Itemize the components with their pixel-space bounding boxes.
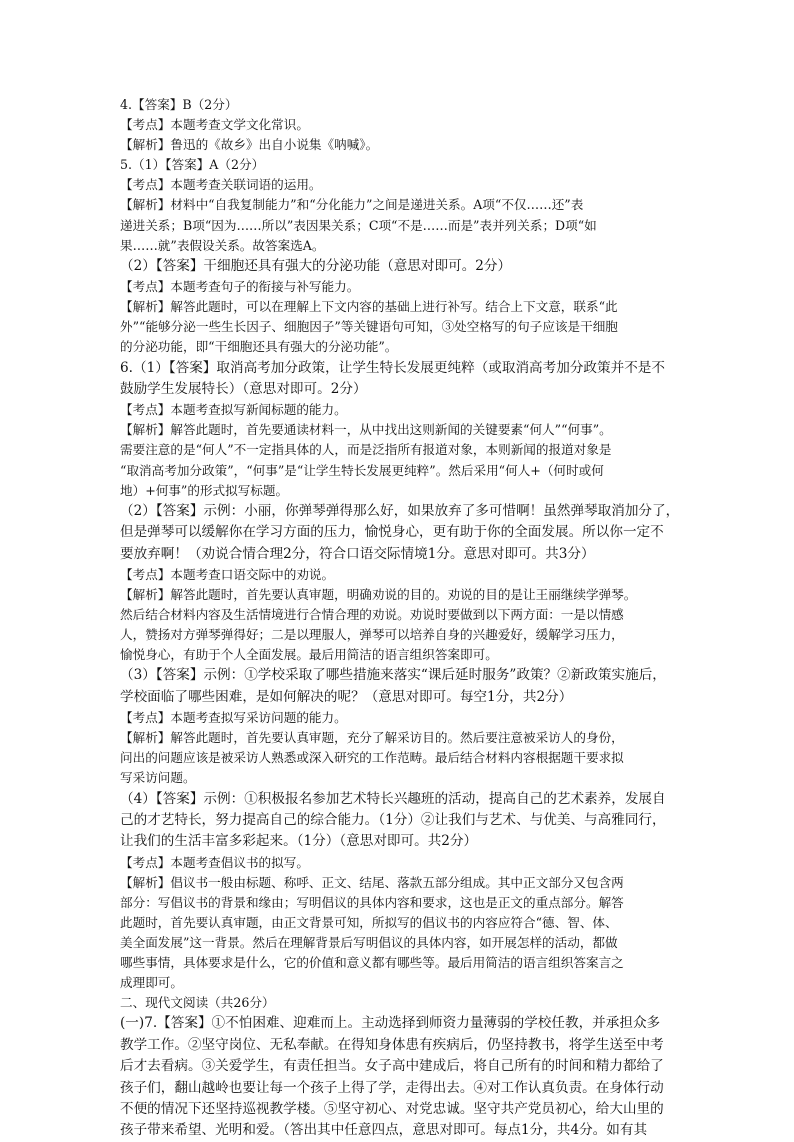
text-line: 部分：写倡议书的背景和缘由；写明倡议的具体内容和要求，这也是正文的重点部分。解答 bbox=[120, 894, 624, 910]
text-line: 地）+何事”的形式拟写标题。 bbox=[120, 482, 289, 498]
text-line: “取消高考加分政策”，“何事”是“让学生特长发展更纯粹”。然后采用“何人+（何时或何 bbox=[120, 462, 604, 478]
text-line: 【考点】本题考查关联词语的运用。 bbox=[120, 177, 322, 193]
text-line: 二、现代文阅读（共26分） bbox=[120, 995, 275, 1011]
text-line: （2）【答案】干细胞还具有强大的分泌功能（意思对即可。2分） bbox=[120, 257, 512, 274]
text-line: 5.（1）【答案】A（2分） bbox=[120, 157, 265, 173]
text-line: 外”“能够分泌一些生长因子、细胞因子”等关键语句可知，③处空格写的句子应该是干细胞 bbox=[120, 319, 618, 335]
text-line: 成理即可。 bbox=[120, 975, 183, 991]
text-line: 【解析】倡议书一般由标题、称呼、正文、结尾、落款五部分组成。其中正文部分又包含两 bbox=[120, 874, 624, 890]
text-line: 【解析】解答此题时，首先要认真审题，明确劝说的目的。劝说的目的是让王丽继续学弹琴。 bbox=[120, 587, 637, 603]
text-line: 果……就”表假设关系。故答案选A。 bbox=[120, 237, 325, 253]
text-line: 问出的问题应该是被采访人熟悉或深入研究的工作范畴。最后结合材料内容根据题干要求拟 bbox=[120, 750, 624, 766]
text-line: 让我们的生活丰富多彩起来。（1分）（意思对即可。共2分） bbox=[120, 833, 478, 850]
text-line: 学校面临了哪些困难，是如何解决的呢？（意思对即可。每空1分，共2分） bbox=[120, 688, 573, 705]
text-line: 愉悦身心，有助于个人全面发展。最后用简洁的语言组织答案即可。 bbox=[120, 647, 498, 663]
text-line: 然后结合材料内容及生活情境进行合情合理的劝说。劝说时要做到以下两方面：一是以情感 bbox=[120, 607, 624, 623]
text-line: 哪些事情，具体要求是什么，它的价值和意义都有哪些等。最后用简洁的语言组织答案言之 bbox=[120, 955, 624, 971]
text-line: 【解析】解答此题时，首先要认真审题，充分了解采访目的。然后要注意被采访人的身份， bbox=[120, 730, 624, 746]
text-line: 教学工作。②坚守岗位、无私奉献。在得知身体患有疾病后，仍坚持教书，将学生送至中考 bbox=[120, 1036, 664, 1053]
text-line: 己的才艺特长，努力提高自己的综合能力。（1分）②让我们与艺术、与优美、与高雅同行， bbox=[120, 811, 666, 828]
text-line: 的分泌功能，即“干细胞还具有强大的分泌功能”。 bbox=[120, 339, 398, 355]
text-line: 【解析】解答此题时，可以在理解上下文内容的基础上进行补写。结合上下文意，联系“此 bbox=[120, 299, 618, 315]
text-line: 【考点】本题考查句子的衔接与补写能力。 bbox=[120, 279, 360, 295]
text-line: 人，赞扬对方弹琴弹得好；二是以理服人，弹琴可以培养自身的兴趣爱好，缓解学习压力， bbox=[120, 627, 624, 643]
text-line: （2）【答案】示例：小丽，你弹琴弹得那么好，如果放弃了多可惜啊！虽然弹琴取消加分了， bbox=[120, 502, 680, 519]
text-line: 孩子带来希望、光明和爱。（答出其中任意四点，意思对即可。每点1分，共4分。如有其 bbox=[120, 1122, 648, 1139]
text-line: （4）【答案】示例：①积极报名参加艺术特长兴趣班的活动，提高自己的艺术素养，发展自 bbox=[120, 790, 666, 807]
text-line: 需要注意的是“何人”不一定指具体的人，而是泛指所有报道对象，本则新闻的报道对象是 bbox=[120, 442, 612, 458]
text-line: 不便的情况下还坚持巡视教学楼。⑤坚守初心、对党忠诚。坚守共产党员初心，给大山里的 bbox=[120, 1101, 664, 1118]
text-line: (一)7.【答案】①不怕困难、迎难而上。主动选择到师资力量薄弱的学校任教，并承担众多 bbox=[120, 1015, 661, 1032]
text-line: 6.（1）【答案】取消高考加分政策，让学生特长发展更纯粹（或取消高考加分政策并不是不 bbox=[120, 359, 665, 376]
text-line: （3）【答案】示例：①学校采取了哪些措施来落实“课后延时服务”政策？②新政策实施后， bbox=[120, 667, 666, 684]
text-line: 【解析】鲁迅的《故乡》出自小说集《呐喊》。 bbox=[120, 137, 379, 153]
text-line: 此题时，首先要认真审题，由正文背景可知，所拟写的倡议书的内容应符合“德、智、体、 bbox=[120, 915, 618, 931]
text-line: 【解析】解答此题时，首先要通读材料一，从中找出这则新闻的关键要素“何人”“何事”。 bbox=[120, 422, 612, 438]
text-line: 【考点】本题考查口语交际中的劝说。 bbox=[120, 566, 335, 582]
text-line: 但是弹琴可以缓解你在学习方面的压力，愉悦身心，更有助于你的全面发展。所以你一定不 bbox=[120, 524, 664, 541]
text-line: 【考点】本题考查倡议书的拟写。 bbox=[120, 854, 309, 870]
text-line: 写采访问题。 bbox=[120, 770, 196, 786]
text-line: 鼓励学生发展特长）（意思对即可。2分） bbox=[120, 380, 367, 397]
text-line: 【考点】本题考查拟写新闻标题的能力。 bbox=[120, 402, 347, 418]
text-line: 4.【答案】B（2分） bbox=[120, 97, 238, 112]
text-line: 要放弃啊！（劝说合情合理2分，符合口语交际情境1分。意思对即可。共3分） bbox=[120, 545, 595, 562]
text-line: 【解析】材料中“自我复制能力”和“分化能力”之间是递进关系。A项“不仅……还”表 bbox=[120, 197, 584, 213]
text-line: 美全面发展”这一背景。然后在理解背景后写明倡议的具体内容，如开展怎样的活动，都做 bbox=[120, 935, 618, 951]
text-line: 【考点】本题考查文学文化常识。 bbox=[120, 117, 309, 133]
text-line: 孩子们，翻山越岭也要让每一个孩子上得了学，走得出去。④对工作认真负责。在身体行动 bbox=[120, 1079, 664, 1096]
text-line: 递进关系；B项“因为……所以”表因果关系；C项“不是……而是”表并列关系；D项“如 bbox=[120, 217, 597, 233]
text-line: 后才去看病。③关爱学生，有责任担当。女子高中建成后，将自己所有的时间和精力都给了 bbox=[120, 1058, 664, 1075]
text-line: 【考点】本题考查拟写采访问题的能力。 bbox=[120, 710, 347, 726]
